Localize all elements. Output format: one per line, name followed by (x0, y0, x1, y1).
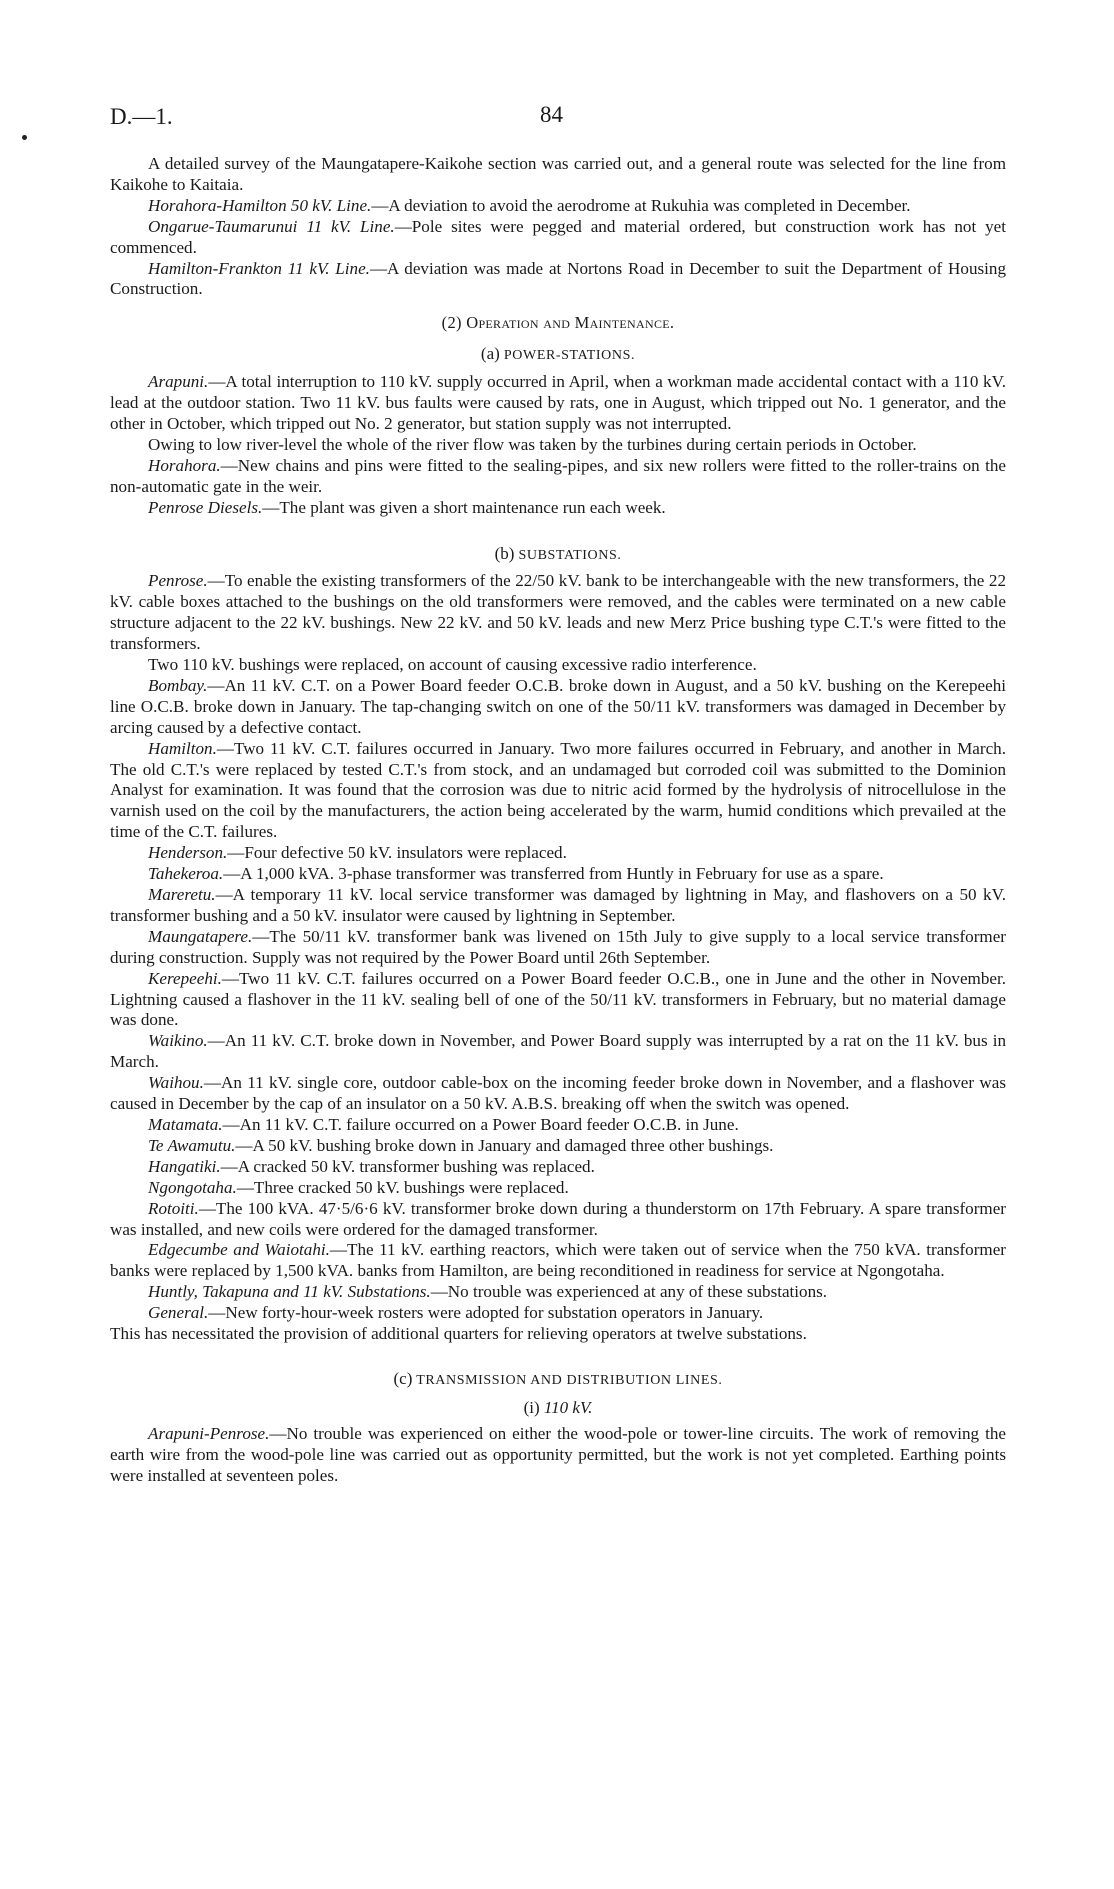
subsection-label: (a) (480, 344, 500, 364)
paragraph-lead: Horahora. (148, 455, 221, 475)
subsection-title: POWER-STATIONS. (503, 348, 636, 364)
paragraph-text: —Two 11 kV. C.T. failures occurred on a Power Board feeder O.C.B., one in June and the other in November. Lightning caused a flashover in the 11 kV. sealing bell of one of the 50/11 kV. transformers in February, but no material damage was done. (110, 968, 1006, 1030)
paragraph-lead: Horahora-Hamilton 50 kV. Line. (148, 195, 372, 215)
paragraph-lead: Penrose Diesels. (148, 497, 263, 517)
sub-subsection-label: (i) (523, 1397, 540, 1417)
paragraph-lead: Rotoiti. (148, 1198, 199, 1218)
section-heading-operation (110, 313, 1006, 334)
paragraph-text: —New chains and pins were fitted to the sealing-pipes, and six new rollers were fitted to the roller-trains on the non-automatic gate in the weir. (110, 455, 1006, 496)
paragraph-text: —Two 11 kV. C.T. failures occurred in January. Two more failures occurred in February, and another in March. The old C.T.'s were replaced by tested C.T.'s from stock, and an undamaged but corroded coil was submitted to the Dominion Analyst for examination. It was found that the corrosion was due to nitric acid formed by the hydrolysis of nitrocellulose in the varnish used on the coil by the manufacturers, the action being accelerated by the warm, humid conditions which prevailed at the time of the C.T. failures. (110, 738, 1006, 842)
page-number: 84 (540, 102, 563, 127)
paragraph (110, 435, 1006, 456)
paragraph-text: —The 11 kV. earthing reactors, which were taken out of service when the 750 kVA. transformer banks were replaced by 1,500 kVA. banks from Hamilton, are being reconditioned in readiness for service at Ngongotaha. (110, 1240, 1006, 1281)
subsection-title: TRANSMISSION AND DISTRIBUTION LINES. (416, 1372, 723, 1388)
paragraph (110, 1115, 1006, 1136)
paragraph (110, 1178, 1006, 1199)
paragraph-lead: Huntly, Takapuna and 11 kV. Substations. (148, 1282, 431, 1302)
paragraph-text: —The plant was given a short maintenance run each week. (262, 497, 666, 517)
paragraph-text: —An 11 kV. C.T. on a Power Board feeder O.C.B. broke down in August, and a 50 kV. bushing on the Kerepeehi line O.C.B. broke down in January. The tap-changing switch on one of the 50/11 kV. transformers was damaged in December by arcing caused by a defective contact. (110, 675, 1006, 737)
paragraph-text: —A deviation was made at Nortons Road in December to suit the Department of Housing Construction. (110, 258, 1006, 299)
paragraph-text: —Three cracked 50 kV. bushings were replaced. (236, 1177, 569, 1197)
subsection-label: (c) (393, 1368, 413, 1388)
paragraph-text: —No trouble was experienced on either the wood-pole or tower-line circuits. The work of removing the earth wire from the wood-pole line was carried out as opportunity permitted, but the work is not yet completed. Earthing points were installed at seventeen poles. (110, 1423, 1006, 1485)
paragraph-text: —An 11 kV. single core, outdoor cable-box on the incoming feeder broke down in November, and a flashover was caused in December by the cap of an insulator on a 50 kV. A.B.S. breaking off when the switch was opened. (110, 1073, 1006, 1114)
paragraph-lead: Tahekeroa. (148, 864, 224, 884)
subsection-title: SUBSTATIONS. (518, 547, 622, 563)
subsection-heading-transmission (110, 1369, 1006, 1392)
paragraph-text: Owing to low river-level the whole of the river flow was taken by the turbines during certain periods in October. (148, 434, 917, 454)
paragraph-text: —No trouble was experienced at any of these substations. (430, 1282, 828, 1302)
paragraph (110, 217, 1006, 259)
document-reference: D.—1. (110, 104, 173, 129)
paragraph (110, 1282, 1006, 1303)
paragraph (110, 498, 1006, 519)
subsection-heading-substations (110, 544, 1006, 567)
paragraph (110, 1324, 1006, 1345)
paragraph (110, 739, 1006, 844)
paragraph-lead: Mareretu. (148, 885, 216, 904)
paragraph (110, 864, 1006, 885)
paragraph-lead: Waihou. (148, 1073, 204, 1093)
paragraph-lead: Henderson. (148, 843, 228, 863)
paragraph (110, 655, 1006, 676)
paragraph (110, 259, 1006, 301)
margin-dot (22, 135, 27, 140)
paragraph-text: —A cracked 50 kV. transformer bushing was replaced. (220, 1156, 595, 1176)
paragraph-lead: Hamilton. (148, 738, 217, 758)
paragraph (110, 571, 1006, 655)
paragraph-lead: Matamata. (148, 1114, 223, 1134)
paragraph-lead: Ongarue-Taumarunui 11 kV. Line. (148, 216, 395, 236)
section-title: (2) Operation and Maintenance. (441, 313, 675, 333)
paragraph-lead: Arapuni-Penrose. (148, 1423, 270, 1443)
paragraph-lead: General. (148, 1303, 209, 1323)
paragraph-text: —An 11 kV. C.T. failure occurred on a Power Board feeder O.C.B. in June. (222, 1114, 739, 1134)
paragraph (110, 1303, 1006, 1324)
paragraph (110, 885, 1006, 927)
paragraph (110, 372, 1006, 435)
paragraph (110, 1157, 1006, 1178)
paragraph-text: —A 50 kV. bushing broke down in January and damaged three other bushings. (235, 1135, 774, 1155)
paragraph-text: —An 11 kV. C.T. broke down in November, and Power Board supply was interrupted by a rat on the 11 kV. bus in March. (110, 1031, 1006, 1072)
paragraph-lead: Hamilton-Frankton 11 kV. Line. (148, 258, 370, 278)
paragraph-text: —Pole sites were pegged and material ordered, but construction work has not yet commenced. (110, 216, 1006, 257)
paragraph-text: —Four defective 50 kV. insulators were replaced. (227, 843, 567, 863)
substations-section (110, 571, 1006, 1345)
subsection-heading-power-stations (110, 344, 1006, 367)
subsection-label: (b) (494, 543, 515, 563)
paragraph-text: —The 100 kVA. 47·5/6·6 kV. transformer broke down during a thunderstorm on 17th February. A spare transformer was installed, and new coils were ordered for the damaged transformer. (110, 1198, 1006, 1239)
paragraph (110, 1031, 1006, 1073)
paragraph (110, 969, 1006, 1032)
paragraph-text: —A 1,000 kVA. 3-phase transformer was transferred from Huntly in February for use as a spare. (223, 864, 884, 884)
paragraph (110, 1136, 1006, 1157)
paragraph (110, 1240, 1006, 1282)
paragraph-text: —To enable the existing transformers of the 22/50 kV. bank to be interchangeable with the new transformers, the 22 kV. cable boxes attached to the bushings on the old transformers were removed, and the cables were terminated on a new cable structure adjacent to the 22 kV. bushings. New 22 kV. and 50 kV. leads and new Merz Price bushing type C.T.'s were fitted to the transformers. (110, 571, 1006, 654)
paragraph (110, 1424, 1006, 1487)
power-stations-section (110, 372, 1006, 518)
paragraph-lead: Waikino. (148, 1031, 208, 1051)
paragraph (110, 843, 1006, 864)
paragraph-text: —A total interruption to 110 kV. supply occurred in April, when a workman made accidental contact with a 110 kV. lead at the outdoor station. Two 11 kV. bus faults were caused by rats, one in August, which tripped out No. 1 generator, and the other in October, which tripped out No. 2 generator, but station supply was not interrupted. (110, 372, 1006, 433)
paragraph-lead: Hangatiki. (148, 1156, 221, 1176)
intro-section (110, 154, 1006, 300)
sub-subsection-heading-110kv (110, 1398, 1006, 1419)
paragraph (110, 1199, 1006, 1241)
paragraph (110, 676, 1006, 739)
paragraph-lead: Bombay. (148, 675, 208, 695)
paragraph-text: —The 50/11 kV. transformer bank was livened on 15th July to give supply to a local service transformer during construction. Supply was not required by the Power Board until 26th September. (110, 926, 1006, 967)
paragraph-text: A detailed survey of the Maungatapere-Kaikohe section was carried out, and a general route was selected for the line from Kaikohe to Kaitaia. (110, 154, 1006, 194)
paragraph (110, 154, 1006, 196)
paragraph-lead: Te Awamutu. (148, 1135, 236, 1155)
paragraph-lead: Penrose. (148, 571, 208, 591)
paragraph-lead: Ngongotaha. (148, 1177, 237, 1197)
transmission-section (110, 1424, 1006, 1487)
paragraph-text: —New forty-hour-week rosters were adopted for substation operators in January. (208, 1303, 764, 1323)
paragraph-text: —A deviation to avoid the aerodrome at Rukuhia was completed in December. (371, 195, 911, 215)
paragraph (110, 1073, 1006, 1115)
paragraph (110, 456, 1006, 498)
paragraph-text: Two 110 kV. bushings were replaced, on account of causing excessive radio interference. (148, 655, 757, 675)
paragraph-text: —A temporary 11 kV. local service transformer was damaged by lightning in May, and flashovers on a 50 kV. transformer bushing and a 50 kV. insulator were caused by lightning in September. (110, 885, 1006, 925)
paragraph-lead: Kerepeehi. (148, 968, 222, 988)
paragraph (110, 927, 1006, 969)
sub-subsection-title: 110 kV. (543, 1397, 593, 1417)
page-body (110, 154, 1006, 1486)
paragraph-text: This has necessitated the provision of additional quarters for relieving operators at twelve substations. (110, 1324, 807, 1344)
paragraph-lead: Arapuni. (148, 372, 209, 392)
paragraph-lead: Maungatapere. (148, 926, 253, 946)
paragraph (110, 196, 1006, 217)
paragraph-lead: Edgecumbe and Waiotahi. (148, 1240, 330, 1260)
